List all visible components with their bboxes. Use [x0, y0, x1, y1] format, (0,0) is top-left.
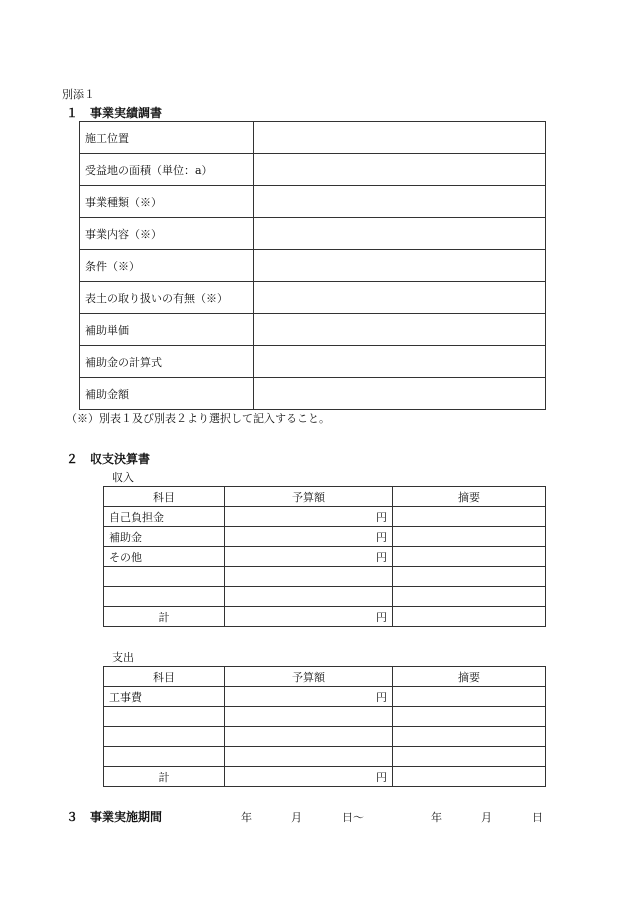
item-cell: その他	[104, 547, 225, 567]
expense-caption: 支出	[112, 651, 134, 664]
total-row	[104, 767, 546, 787]
column-header-budget: 予算額	[225, 667, 393, 687]
amount-cell	[225, 567, 393, 587]
table-row	[104, 727, 546, 747]
item-cell: 工事費	[104, 687, 225, 707]
amount-cell	[225, 707, 393, 727]
row-label: 受益地の面積（単位：a）	[80, 154, 254, 186]
end-year: 年	[431, 811, 442, 824]
section3-title: ３ 事業実施期間	[66, 810, 163, 824]
expense-table	[103, 666, 546, 787]
total-label: 計	[104, 767, 225, 787]
table-row	[80, 218, 546, 250]
table-row	[104, 687, 546, 707]
amount-cell: 円	[225, 507, 393, 527]
item-cell	[104, 747, 225, 767]
total-amount: 円	[225, 607, 393, 627]
column-header-remarks: 摘要	[393, 667, 546, 687]
table-row	[104, 527, 546, 547]
table-row	[80, 346, 546, 378]
remarks-cell	[393, 527, 546, 547]
total-row	[104, 607, 546, 627]
row-label: 補助単価	[80, 314, 254, 346]
selection-note: （※）別表１及び別表２より選択して記入すること。	[66, 412, 330, 425]
table-row	[104, 747, 546, 767]
remarks-cell	[393, 587, 546, 607]
table-row	[80, 122, 546, 154]
table-row	[104, 707, 546, 727]
row-label: 補助金の計算式	[80, 346, 254, 378]
column-header-item: 科目	[104, 667, 225, 687]
remarks-cell	[393, 567, 546, 587]
remarks-cell	[393, 707, 546, 727]
row-value	[254, 122, 546, 154]
table-row	[80, 154, 546, 186]
table-row	[80, 282, 546, 314]
amount-cell: 円	[225, 547, 393, 567]
end-day: 日	[532, 811, 543, 824]
row-value	[254, 186, 546, 218]
project-results-table	[79, 121, 546, 410]
amount-cell: 円	[225, 527, 393, 547]
column-header-remarks: 摘要	[393, 487, 546, 507]
row-label: 事業内容（※）	[80, 218, 254, 250]
table-row	[104, 587, 546, 607]
amount-cell	[225, 587, 393, 607]
table-row	[104, 567, 546, 587]
amount-cell	[225, 747, 393, 767]
table-row	[104, 547, 546, 567]
item-cell	[104, 587, 225, 607]
item-cell	[104, 567, 225, 587]
total-amount: 円	[225, 767, 393, 787]
row-value	[254, 282, 546, 314]
table-row	[80, 378, 546, 410]
column-header-budget: 予算額	[225, 487, 393, 507]
row-label: 補助金額	[80, 378, 254, 410]
implementation-period	[0, 809, 630, 825]
item-cell: 自己負担金	[104, 507, 225, 527]
total-remarks	[393, 607, 546, 627]
remarks-cell	[393, 547, 546, 567]
start-month: 月	[291, 811, 302, 824]
item-cell: 補助金	[104, 527, 225, 547]
total-label: 計	[104, 607, 225, 627]
row-label: 条件（※）	[80, 250, 254, 282]
column-header-item: 科目	[104, 487, 225, 507]
end-month: 月	[481, 811, 492, 824]
start-day: 日～	[342, 811, 364, 824]
row-value	[254, 378, 546, 410]
row-label: 施工位置	[80, 122, 254, 154]
attachment-label: 別添１	[62, 88, 95, 101]
row-value	[254, 218, 546, 250]
remarks-cell	[393, 727, 546, 747]
table-row	[80, 314, 546, 346]
table-row	[80, 186, 546, 218]
row-value	[254, 314, 546, 346]
item-cell	[104, 707, 225, 727]
row-value	[254, 346, 546, 378]
total-remarks	[393, 767, 546, 787]
income-table	[103, 486, 546, 627]
table-row	[80, 250, 546, 282]
remarks-cell	[393, 507, 546, 527]
row-value	[254, 250, 546, 282]
item-cell	[104, 727, 225, 747]
remarks-cell	[393, 747, 546, 767]
remarks-cell	[393, 687, 546, 707]
start-year: 年	[241, 811, 252, 824]
row-value	[254, 154, 546, 186]
table-row	[104, 507, 546, 527]
amount-cell: 円	[225, 687, 393, 707]
income-caption: 収入	[112, 471, 134, 484]
section2-title: ２ 収支決算書	[66, 452, 151, 466]
row-label: 事業種類（※）	[80, 186, 254, 218]
row-label: 表土の取り扱いの有無（※）	[80, 282, 254, 314]
amount-cell	[225, 727, 393, 747]
section1-title: １ 事業実績調書	[66, 106, 163, 120]
